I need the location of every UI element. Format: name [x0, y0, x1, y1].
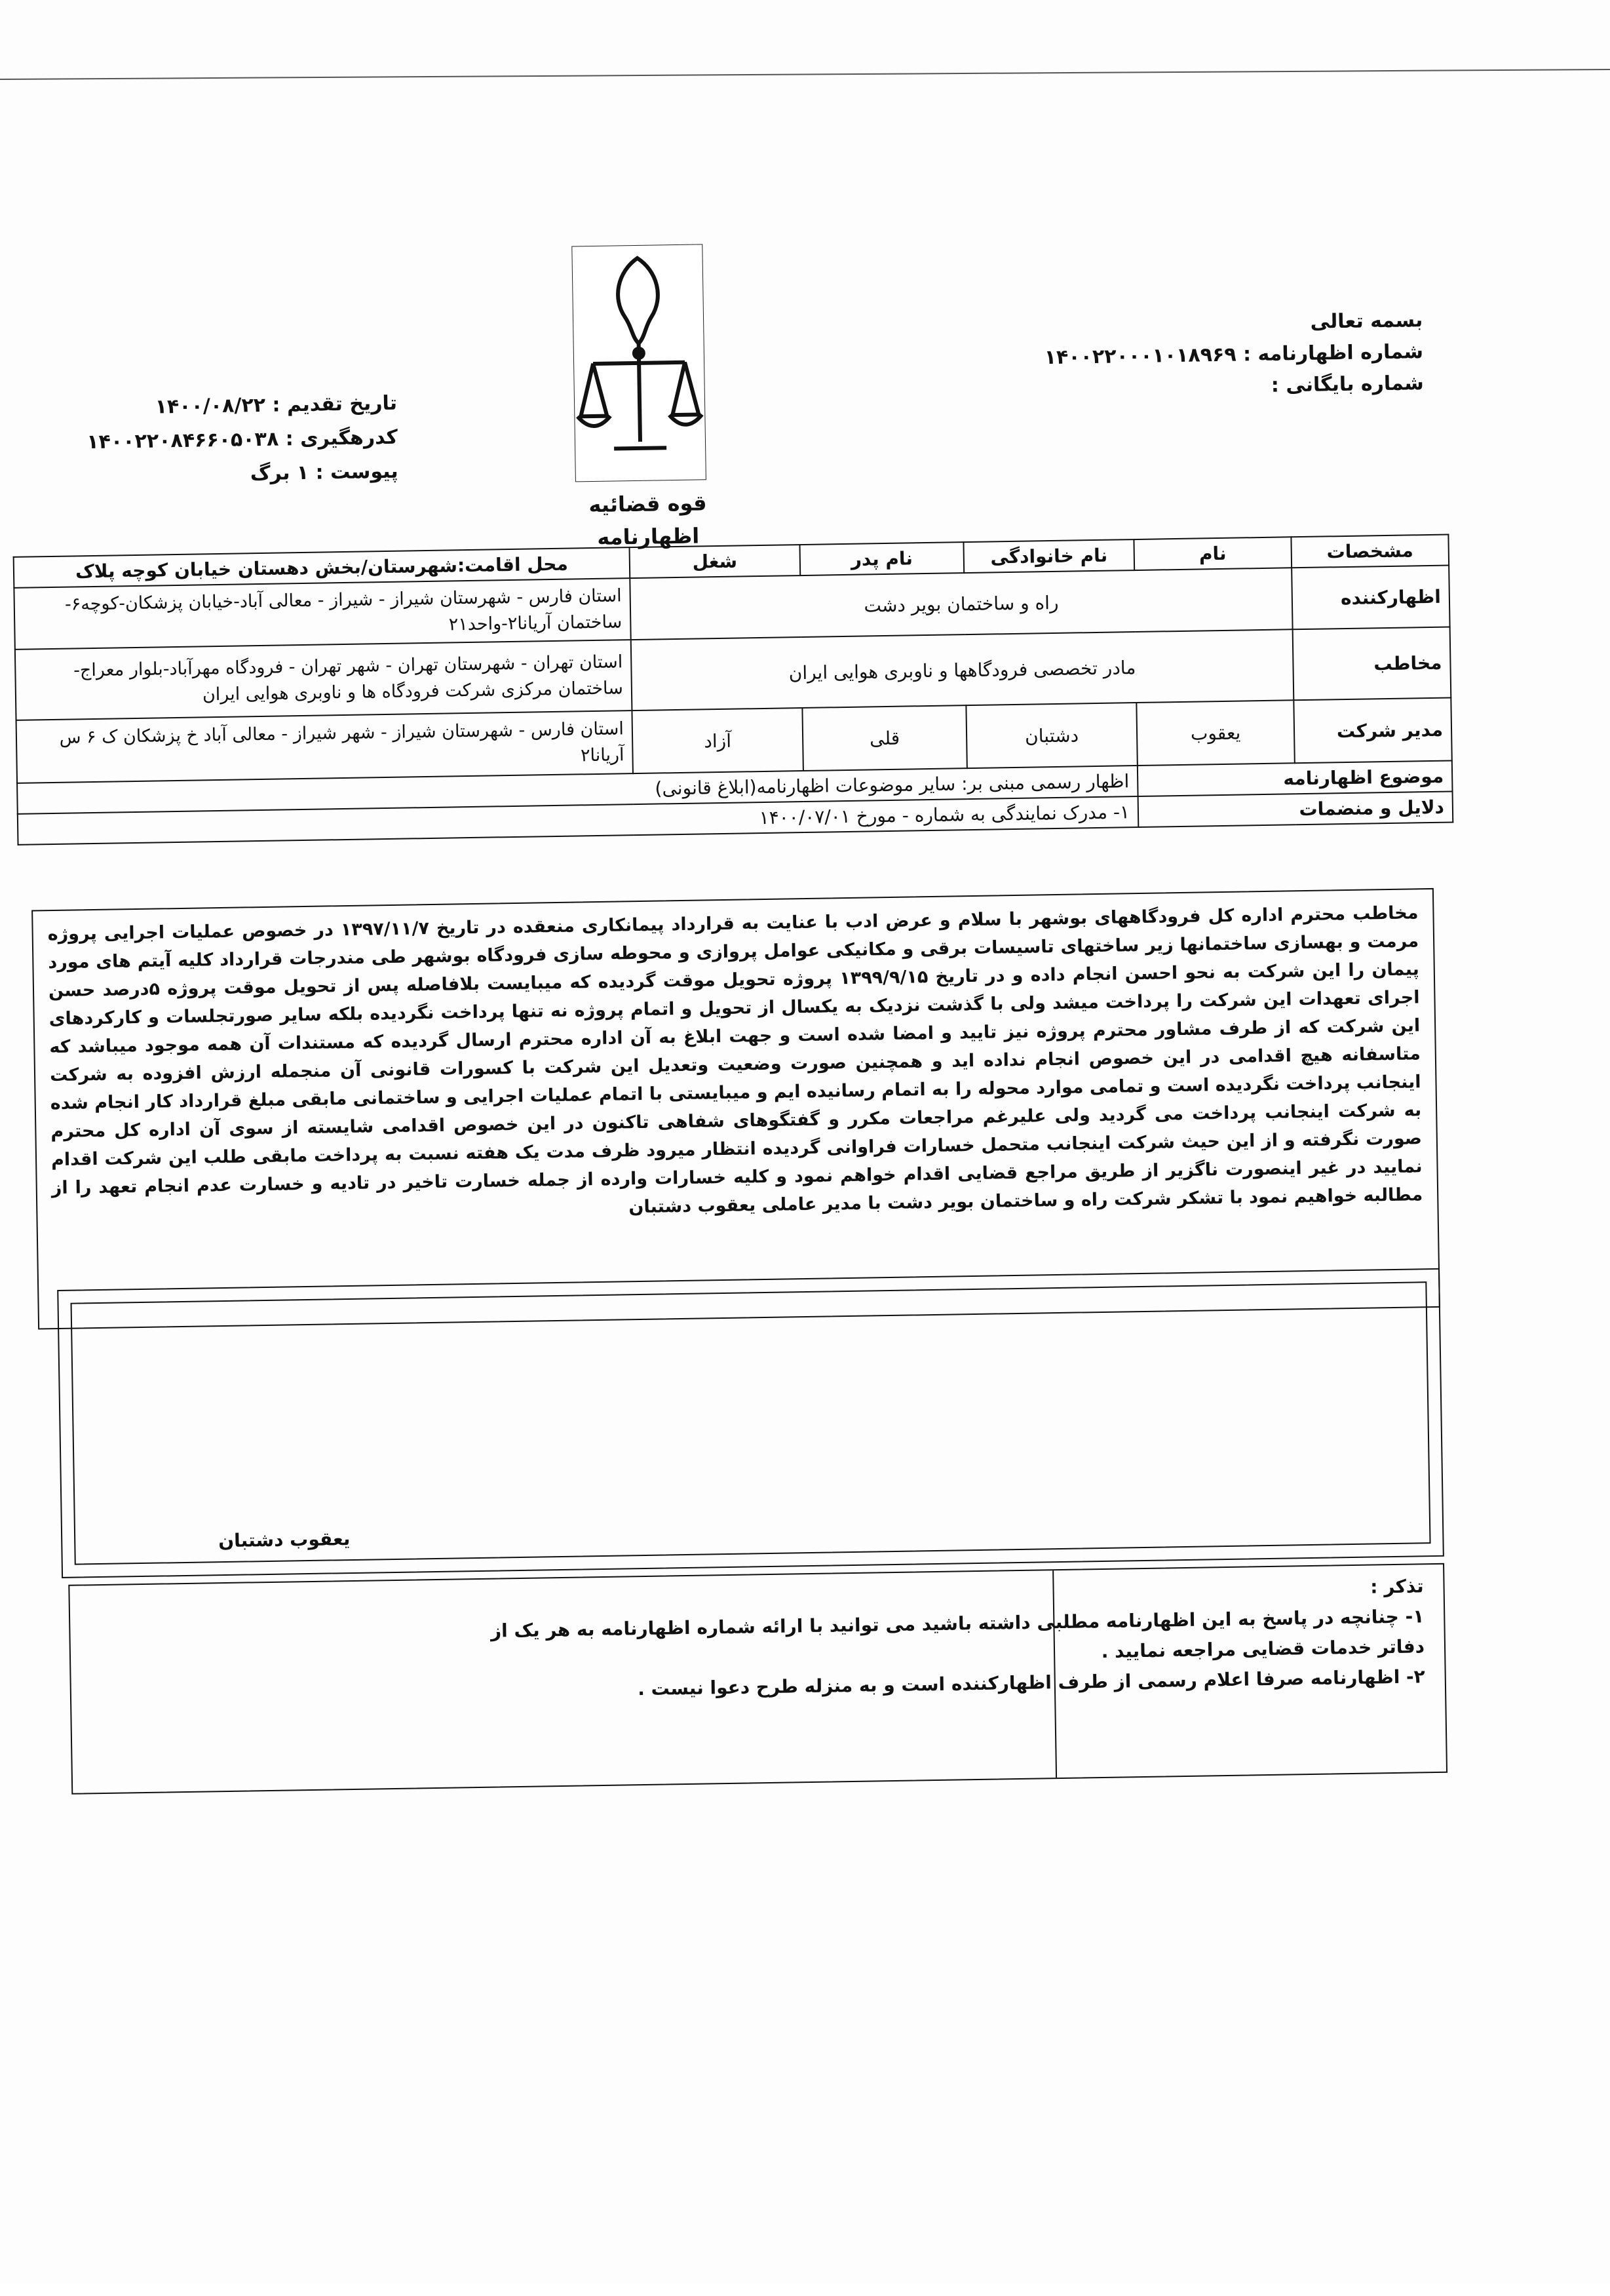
attachment-label: پیوست : [315, 459, 398, 484]
archive-number-label: شماره بایگانی : [1271, 372, 1425, 397]
col-specs: مشخصات [1291, 535, 1449, 568]
addressee-name: مادر تخصصی فرودگاهها و ناوبری هوایی ایران [631, 629, 1294, 710]
header-left [30, 387, 398, 495]
manager-last-name: دشتبان [966, 703, 1137, 768]
manager-label: مدیر شرکت [1294, 697, 1451, 763]
tracking-code-line [31, 421, 398, 461]
addressee-address: استان تهران - شهرستان تهران - شهر تهران - فرودگاه مهرآباد-بلوار معراج-ساختمان مرکزی شرکت فرودگاه ها و ناوبری هوایی ایران [15, 640, 632, 720]
org-block [562, 486, 734, 555]
archive-number-line [1017, 368, 1424, 406]
notes-item-2: ۲- اظهارنامه صرفا اعلام رسمی از طرف اظهارکننده است و به منزله طرح دعوا نیست . [638, 1665, 1425, 1700]
submit-date: ۱۴۰۰/۰۸/۲۲ [155, 393, 266, 419]
notes-item-1: ۱- چنانچه در پاسخ به این اظهارنامه مطلبی داشته باشید می توانید با ارائه شماره اظهارنامه به هر یک از دفاتر خدمات قضایی مراجعه نمایید . [490, 1605, 1425, 1663]
doc-title: اظهارنامه [597, 523, 700, 550]
notice-number-label: شماره اظهارنامه : [1242, 340, 1424, 366]
claimant-address: استان فارس - شهرستان شیراز - شیراز - معالی آباد-خیابان پزشکان-کوچه۶-ساختمان آریانا۲-واحد۲۱ [14, 578, 630, 650]
col-job: شغل [630, 545, 801, 578]
signature-inner-box [71, 1281, 1431, 1565]
attachment-value: ۱ برگ [250, 461, 309, 486]
signer-name: یعقوب دشتبان [218, 1528, 351, 1552]
col-family: نام خانوادگی [963, 539, 1134, 573]
notice-body-text: مخاطب محترم اداره کل فرودگاههای بوشهر با سلام و عرض ادب با عنایت به قرارداد پیمانکاری منعقده در تاریخ ۱۳۹۷/۱۱/۷ در خصوص عملیات اجرایی پروژه مرمت و بهسازی ساختمانها زیر ساختهای تاسیسات برقی و مکانیکی عوامل پروازی و محوطه سازی فرودگاه بوشهر طی مندرجات قرارداد کلیه آیتم های مورد پیمان را این شرکت به نحو احسن انجام داده و در تاریخ ۱۳۹۹/۹/۱۵ پروژه تحویل موقت گردیده که میبایست بلافاصله پس از تحویل موقت پروژه ۵درصد حسن اجرای تعهدات این شرکت را پرداخت میشد ولی با گذشت نزدیک به یکسال از تحویل و اتمام پروژه نه تنها پرداخت نگردیده بلکه سایر صورتجلسات و کارکردهای این شرکت که از طرف مشاور محترم پروژه نیز تایید و امضا شده است و جهت ابلاغ به آن اداره محترم ارسال گردیده که مستندات آن همه موجود میباشد که متاسفانه هیچ اقدامی در این خصوص انجام نداده اید و همچنین صورت وضعیت وتعدیل این شرکت با کسورات قانونی آن منجمله ارزش افزوده به شرکت اینجانب پرداخت نگردیده است و تمامی موارد محوله را به اتمام رسانیده ایم و میبایستی با اتمام عملیات اجرایی و ساختمانی مابقی مبلغ قرارداد کار انجام شده به شرکت اینجانب پرداخت می گردید ولی علیرغم مراجعات مکرر و گفتگوهای شفاهی تاکنون در این خصوص اقدامی شایسته از سوی آن اداره کل محترم صورت نگرفته و از این حیث شرکت اینجانب متحمل خسارات فراوانی گردیده انتظار میرود ظرف مدت یک هفته نسبت به پرداخت مابقی طلب این شرکت اقدام نمایید در غیر اینصورت ناگزیر از طریق مراجع قضایی اقدام خواهم نمود و کلیه خسارات وارده از جمله خسارت تاخیر در تادیه و خسارت عدم انجام تعهد را از مطالبه خواهیم نمود با تشکر شرکت راه و ساختمان بویر دشت با مدیر عاملی یعقوب دشتبان [47, 903, 1423, 1218]
parties-table [13, 534, 1454, 846]
submit-date-line [30, 387, 398, 427]
manager-address: استان فارس - شهرستان شیراز - شهر شیراز - معالی آباد خ پزشکان ک ۶ س آریانا۲ [16, 710, 633, 783]
evidence-label: دلایل و منضمات [1138, 791, 1453, 827]
notice-number: ۱۴۰۰۲۲۰۰۰۱۰۱۸۹۶۹ [1044, 343, 1236, 370]
col-name: نام [1134, 537, 1292, 570]
claimant-name: راه و ساختمان بویر دشت [630, 568, 1292, 640]
notes-box [68, 1563, 1447, 1795]
tracking-code-label: کدرهگیری : [285, 425, 398, 451]
claimant-label: اظهارکننده [1292, 566, 1449, 630]
judiciary-emblem-icon [571, 244, 706, 482]
manager-father-name: قلی [802, 705, 967, 771]
notice-body [31, 888, 1440, 1330]
header-right [1016, 305, 1424, 406]
tracking-code: ۱۴۰۰۲۲۰۸۴۶۶۰۵۰۳۸ [86, 427, 279, 454]
notes-text [440, 1571, 1425, 1707]
attachment-line [31, 455, 398, 495]
manager-first-name: یعقوب [1136, 700, 1294, 766]
col-address: محل اقامت:شهرستان/بخش دهستان خیابان کوچه پلاک [14, 547, 630, 588]
bismillah: بسمه تعالی [1310, 309, 1423, 334]
notes-title: تذکر : [1370, 1575, 1424, 1598]
col-father: نام پدر [799, 542, 964, 575]
submit-date-label: تاریخ تقدیم : [272, 391, 398, 417]
evidence-value: ۱- مدرک نمایندگی به شماره - مورخ ۱۴۰۰/۰۷/۰۱ [18, 796, 1139, 845]
subject-label: موضوع اظهارنامه [1138, 760, 1453, 796]
subject-value: اظهار رسمی مبنی بر: سایر موضوعات اظهارنامه(ابلاغ قانونی) [17, 766, 1138, 814]
addressee-label: مخاطب [1293, 627, 1451, 700]
manager-job: آزاد [632, 708, 803, 773]
org-name: قوه قضائیه [588, 490, 707, 518]
